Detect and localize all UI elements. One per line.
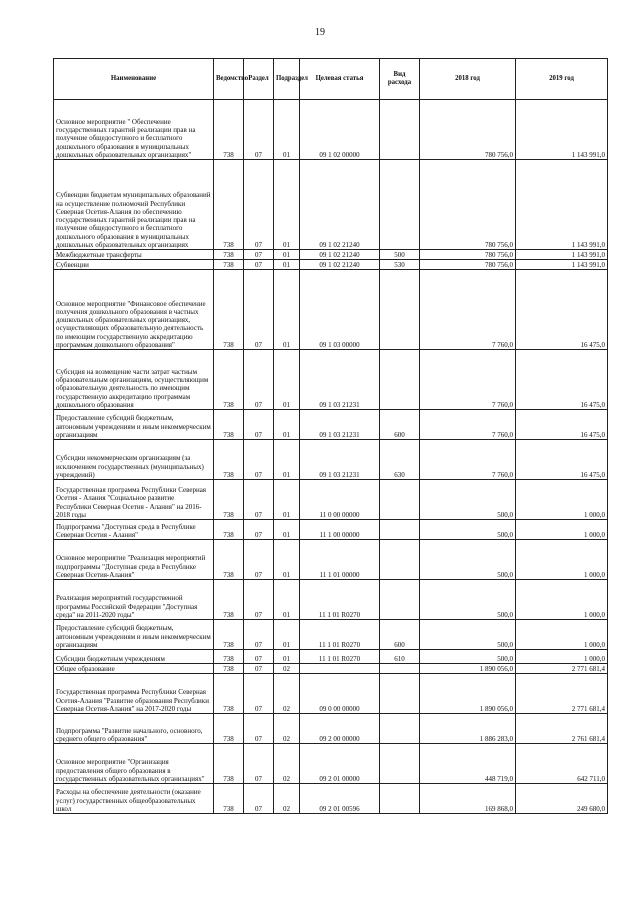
cell-podrazdel: 01 bbox=[274, 520, 300, 540]
table-row bbox=[54, 440, 608, 480]
cell-name: Субвенции bbox=[54, 260, 214, 270]
cell-2018: 7 760,0 bbox=[420, 440, 516, 480]
cell-razdel: 07 bbox=[244, 250, 274, 260]
table-row bbox=[54, 520, 608, 540]
cell-expense-type bbox=[380, 520, 420, 540]
cell-razdel: 07 bbox=[244, 270, 274, 350]
table-row bbox=[54, 714, 608, 744]
cell-2019: 2 761 681,4 bbox=[516, 714, 608, 744]
cell-vedomstvo: 738 bbox=[214, 744, 244, 784]
cell-2019: 249 680,0 bbox=[516, 784, 608, 814]
cell-podrazdel: 02 bbox=[274, 744, 300, 784]
cell-2019: 16 475,0 bbox=[516, 350, 608, 410]
cell-name: Общее образование bbox=[54, 664, 214, 674]
cell-vedomstvo: 738 bbox=[214, 260, 244, 270]
cell-podrazdel: 01 bbox=[274, 620, 300, 650]
cell-vedomstvo: 738 bbox=[214, 674, 244, 714]
cell-target-article: 09 2 00 00000 bbox=[300, 714, 380, 744]
table-header-row bbox=[54, 59, 608, 100]
cell-razdel: 07 bbox=[244, 350, 274, 410]
cell-2019: 1 143 991,0 bbox=[516, 250, 608, 260]
cell-2018: 7 760,0 bbox=[420, 410, 516, 440]
cell-expense-type bbox=[380, 350, 420, 410]
cell-name: Субсидия на возмещение части затрат частным образовательным организациям, осуществляющим образовательную деятельность по имеющим государственную аккредитацию программам дошкольного образования bbox=[54, 350, 214, 410]
cell-name: Межбюджетные трансферты bbox=[54, 250, 214, 260]
table-row bbox=[54, 664, 608, 674]
cell-name: Подпрограмма "Развитие начального, основного, среднего общего образования" bbox=[54, 714, 214, 744]
cell-vedomstvo: 738 bbox=[214, 410, 244, 440]
cell-2019: 642 711,0 bbox=[516, 744, 608, 784]
cell-expense-type bbox=[380, 784, 420, 814]
cell-razdel: 07 bbox=[244, 480, 274, 520]
cell-razdel: 07 bbox=[244, 714, 274, 744]
page-number: 19 bbox=[315, 27, 325, 38]
cell-target-article: 11 1 01 R0270 bbox=[300, 620, 380, 650]
table-row bbox=[54, 250, 608, 260]
cell-razdel: 07 bbox=[244, 664, 274, 674]
cell-podrazdel: 01 bbox=[274, 260, 300, 270]
cell-razdel: 07 bbox=[244, 650, 274, 664]
cell-vedomstvo: 738 bbox=[214, 650, 244, 664]
cell-name: Основное мероприятие "Финансовое обеспечение получения дошкольного образования в частных дошкольных образовательных организациях, осуществляющих образовательную деятельность по имеющим государственную аккредитацию программам дошкольного образования" bbox=[54, 270, 214, 350]
table-row bbox=[54, 100, 608, 160]
cell-razdel: 07 bbox=[244, 410, 274, 440]
cell-2019: 16 475,0 bbox=[516, 440, 608, 480]
cell-podrazdel: 01 bbox=[274, 580, 300, 620]
cell-target-article: 09 1 02 00000 bbox=[300, 100, 380, 160]
cell-podrazdel: 02 bbox=[274, 674, 300, 714]
cell-2018: 500,0 bbox=[420, 540, 516, 580]
table-row bbox=[54, 260, 608, 270]
cell-razdel: 07 bbox=[244, 540, 274, 580]
cell-podrazdel: 01 bbox=[274, 650, 300, 664]
cell-vedomstvo: 738 bbox=[214, 480, 244, 520]
cell-name: Основное мероприятие "Организация предоставления общего образования в государственных образовательных организациях" bbox=[54, 744, 214, 784]
cell-name: Предоставление субсидий бюджетным, автономным учреждениям и иным некоммерческим организациям bbox=[54, 410, 214, 440]
cell-expense-type: 600 bbox=[380, 620, 420, 650]
cell-target-article: 09 1 02 21240 bbox=[300, 250, 380, 260]
cell-podrazdel: 01 bbox=[274, 440, 300, 480]
cell-razdel: 07 bbox=[244, 260, 274, 270]
cell-vedomstvo: 738 bbox=[214, 784, 244, 814]
cell-expense-type bbox=[380, 540, 420, 580]
header-2019: 2019 год bbox=[516, 59, 608, 100]
cell-expense-type bbox=[380, 664, 420, 674]
table-row bbox=[54, 744, 608, 784]
cell-2018: 7 760,0 bbox=[420, 270, 516, 350]
cell-name: Реализация мероприятий государственной программы Российской Федерации "Доступная среда" на 2011-2020 годы" bbox=[54, 580, 214, 620]
cell-2018: 500,0 bbox=[420, 520, 516, 540]
table-row bbox=[54, 270, 608, 350]
cell-target-article: 11 1 01 00000 bbox=[300, 540, 380, 580]
cell-2019: 1 000,0 bbox=[516, 520, 608, 540]
cell-2018: 7 760,0 bbox=[420, 350, 516, 410]
cell-name: Расходы на обеспечение деятельности (оказание услуг) государственных общеобразовательных школ bbox=[54, 784, 214, 814]
cell-podrazdel: 01 bbox=[274, 350, 300, 410]
cell-vedomstvo: 738 bbox=[214, 540, 244, 580]
cell-razdel: 07 bbox=[244, 620, 274, 650]
cell-2018: 500,0 bbox=[420, 650, 516, 664]
cell-expense-type: 530 bbox=[380, 260, 420, 270]
table-row bbox=[54, 160, 608, 250]
cell-podrazdel: 01 bbox=[274, 540, 300, 580]
cell-target-article: 09 2 01 00596 bbox=[300, 784, 380, 814]
cell-vedomstvo: 738 bbox=[214, 250, 244, 260]
cell-expense-type: 600 bbox=[380, 410, 420, 440]
cell-vedomstvo: 738 bbox=[214, 520, 244, 540]
cell-2018: 1 890 056,0 bbox=[420, 674, 516, 714]
table-row bbox=[54, 480, 608, 520]
cell-vedomstvo: 738 bbox=[214, 160, 244, 250]
cell-vedomstvo: 738 bbox=[214, 440, 244, 480]
header-target-article: Целевая статья bbox=[300, 59, 380, 100]
cell-vedomstvo: 738 bbox=[214, 714, 244, 744]
cell-expense-type: 630 bbox=[380, 440, 420, 480]
cell-2019: 16 475,0 bbox=[516, 410, 608, 440]
cell-podrazdel: 02 bbox=[274, 714, 300, 744]
cell-2019: 2 771 681,4 bbox=[516, 664, 608, 674]
table-row bbox=[54, 784, 608, 814]
cell-target-article: 09 1 03 00000 bbox=[300, 270, 380, 350]
cell-target-article bbox=[300, 664, 380, 674]
cell-2019: 2 771 681,4 bbox=[516, 674, 608, 714]
table-row bbox=[54, 580, 608, 620]
cell-expense-type bbox=[380, 580, 420, 620]
cell-2018: 780 756,0 bbox=[420, 160, 516, 250]
cell-name: Государственная программа Республики Северная Осетия-Алания "Развитие образования Республики Северная Осетия-Алания" на 2017-2020 годы bbox=[54, 674, 214, 714]
cell-2019: 1 000,0 bbox=[516, 620, 608, 650]
cell-name: Основное мероприятие " Обеспечение государственных гарантий реализации прав на получение общедоступного и бесплатного дошкольного образования в муниципальных дошкольных образовательных организациях" bbox=[54, 100, 214, 160]
header-razdel: Раздел bbox=[244, 59, 274, 100]
cell-target-article: 09 1 02 21240 bbox=[300, 160, 380, 250]
cell-vedomstvo: 738 bbox=[214, 270, 244, 350]
header-expense-type: Вид расхода bbox=[380, 59, 420, 100]
cell-expense-type bbox=[380, 674, 420, 714]
cell-expense-type: 610 bbox=[380, 650, 420, 664]
table-row bbox=[54, 650, 608, 664]
cell-vedomstvo: 738 bbox=[214, 350, 244, 410]
header-name: Наименование bbox=[54, 59, 214, 100]
cell-target-article: 11 1 01 R0270 bbox=[300, 650, 380, 664]
cell-2018: 780 756,0 bbox=[420, 100, 516, 160]
cell-target-article: 09 1 03 21231 bbox=[300, 350, 380, 410]
cell-2018: 169 868,0 bbox=[420, 784, 516, 814]
cell-2018: 1 890 056,0 bbox=[420, 664, 516, 674]
cell-name: Подпрограмма "Доступная среда в Республике Северная Осетия - Алания" bbox=[54, 520, 214, 540]
table-row bbox=[54, 674, 608, 714]
table-row bbox=[54, 620, 608, 650]
cell-target-article: 11 0 00 00000 bbox=[300, 480, 380, 520]
cell-2018: 780 756,0 bbox=[420, 260, 516, 270]
cell-2019: 1 000,0 bbox=[516, 540, 608, 580]
cell-razdel: 07 bbox=[244, 580, 274, 620]
cell-name: Предоставление субсидий бюджетным, автономным учреждениям и иным некоммерческим организациям bbox=[54, 620, 214, 650]
cell-name: Государственная программа Республики Северная Осетия - Алания "Социальное развитие Республики Северная Осетия - Алания" на 2016-2018 годы bbox=[54, 480, 214, 520]
cell-name: Основное мероприятие "Реализация мероприятий подпрограммы "Доступная среда в Республике Северная Осетия-Алания" bbox=[54, 540, 214, 580]
cell-vedomstvo: 738 bbox=[214, 620, 244, 650]
header-vedomstvo: Ведомство bbox=[214, 59, 244, 100]
cell-2019: 1 143 991,0 bbox=[516, 260, 608, 270]
cell-name: Субсидии некоммерческим организациям (за исключением государственных (муниципальных) учреждений) bbox=[54, 440, 214, 480]
cell-podrazdel: 01 bbox=[274, 250, 300, 260]
cell-2018: 500,0 bbox=[420, 580, 516, 620]
budget-table bbox=[53, 58, 608, 814]
cell-2019: 1 143 991,0 bbox=[516, 160, 608, 250]
cell-2019: 1 000,0 bbox=[516, 650, 608, 664]
cell-razdel: 07 bbox=[244, 160, 274, 250]
cell-2019: 1 000,0 bbox=[516, 580, 608, 620]
cell-razdel: 07 bbox=[244, 744, 274, 784]
cell-2019: 1 143 991,0 bbox=[516, 100, 608, 160]
cell-podrazdel: 02 bbox=[274, 664, 300, 674]
cell-name: Субсидии бюджетным учреждениям bbox=[54, 650, 214, 664]
cell-expense-type: 500 bbox=[380, 250, 420, 260]
cell-vedomstvo: 738 bbox=[214, 580, 244, 620]
cell-2018: 1 886 283,0 bbox=[420, 714, 516, 744]
cell-razdel: 07 bbox=[244, 520, 274, 540]
cell-razdel: 07 bbox=[244, 100, 274, 160]
table-row bbox=[54, 350, 608, 410]
cell-vedomstvo: 738 bbox=[214, 100, 244, 160]
cell-name: Субвенции бюджетам муниципальных образований на осуществление полномочий Республики Северная Осетия-Алания по обеспечению государственных гарантий реализации прав на получение общедоступного и бесплатного дошкольного образования в муниципальных дошкольных образовательных организациях bbox=[54, 160, 214, 250]
cell-expense-type bbox=[380, 270, 420, 350]
cell-podrazdel: 01 bbox=[274, 160, 300, 250]
cell-expense-type bbox=[380, 714, 420, 744]
cell-podrazdel: 01 bbox=[274, 100, 300, 160]
cell-podrazdel: 01 bbox=[274, 270, 300, 350]
cell-razdel: 07 bbox=[244, 784, 274, 814]
cell-target-article: 09 0 00 00000 bbox=[300, 674, 380, 714]
cell-vedomstvo: 738 bbox=[214, 664, 244, 674]
cell-2019: 16 475,0 bbox=[516, 270, 608, 350]
cell-2018: 500,0 bbox=[420, 620, 516, 650]
cell-target-article: 09 1 03 21231 bbox=[300, 440, 380, 480]
cell-2018: 500,0 bbox=[420, 480, 516, 520]
cell-target-article: 09 1 02 21240 bbox=[300, 260, 380, 270]
cell-podrazdel: 01 bbox=[274, 410, 300, 440]
table-row bbox=[54, 410, 608, 440]
cell-expense-type bbox=[380, 744, 420, 784]
cell-razdel: 07 bbox=[244, 674, 274, 714]
cell-podrazdel: 02 bbox=[274, 784, 300, 814]
cell-2018: 448 719,0 bbox=[420, 744, 516, 784]
cell-target-article: 09 1 03 21231 bbox=[300, 410, 380, 440]
header-2018: 2018 год bbox=[420, 59, 516, 100]
cell-2019: 1 000,0 bbox=[516, 480, 608, 520]
table-row bbox=[54, 540, 608, 580]
cell-razdel: 07 bbox=[244, 440, 274, 480]
cell-expense-type bbox=[380, 160, 420, 250]
cell-target-article: 09 2 01 00000 bbox=[300, 744, 380, 784]
header-podrazdel: Подраздел bbox=[274, 59, 300, 100]
cell-expense-type bbox=[380, 480, 420, 520]
cell-target-article: 11 1 00 00000 bbox=[300, 520, 380, 540]
cell-target-article: 11 1 01 R0270 bbox=[300, 580, 380, 620]
cell-podrazdel: 01 bbox=[274, 480, 300, 520]
cell-2018: 780 756,0 bbox=[420, 250, 516, 260]
cell-expense-type bbox=[380, 100, 420, 160]
